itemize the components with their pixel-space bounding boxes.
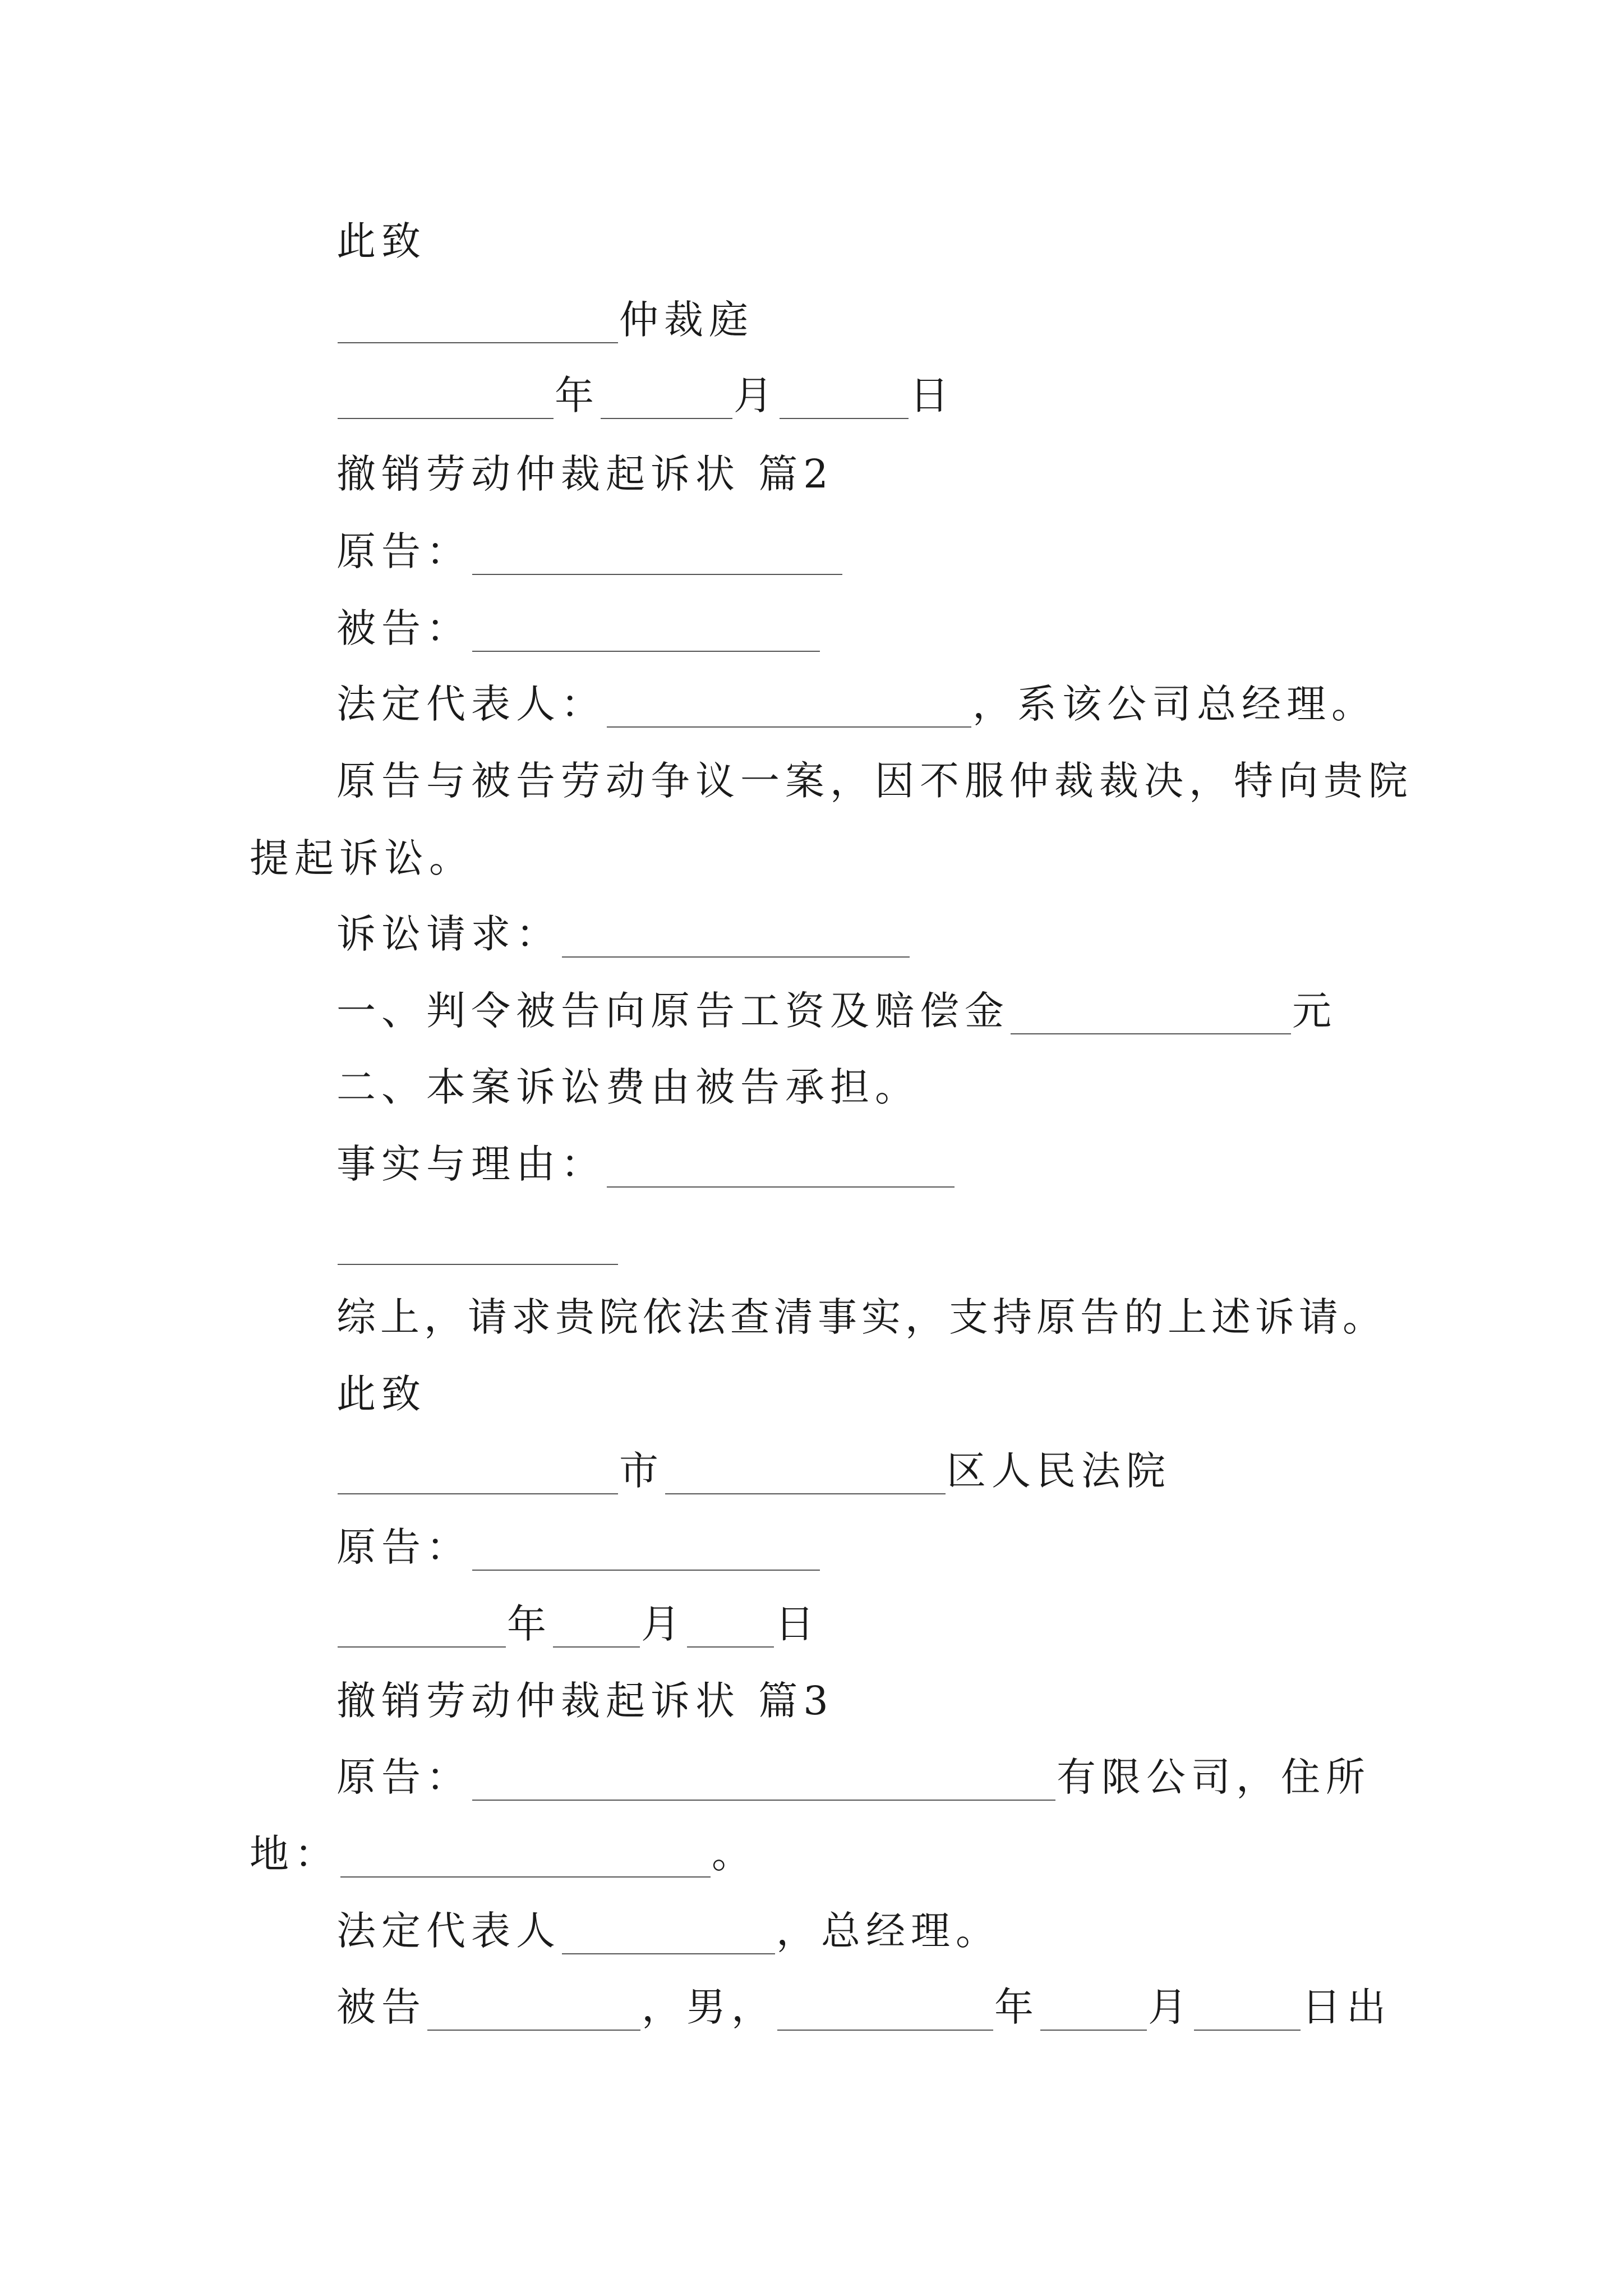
date-line-2	[336, 1599, 820, 1649]
intro-paragraph-line-1	[336, 756, 1413, 806]
month-label: 月	[734, 372, 778, 418]
year-blank-2[interactable]	[338, 1607, 506, 1648]
birth-year-label: 年	[994, 1984, 1039, 2030]
claims-line	[336, 909, 911, 959]
year-blank[interactable]	[338, 379, 554, 419]
arbitration-court-line	[336, 295, 754, 345]
section-heading	[336, 449, 834, 499]
conclusion-text: 综上，请求贵院依法查清事实，支持原告的上述诉请。	[336, 1294, 1386, 1340]
conclusion-line	[336, 1292, 1386, 1342]
facts-continuation-line	[336, 1216, 619, 1267]
birth-month-label: 月	[1148, 1984, 1193, 2030]
claim-item-1	[336, 986, 1337, 1036]
defendant-info-line	[336, 1982, 1391, 2032]
legal-rep-suffix: ，系该公司总经理。	[972, 681, 1376, 727]
legal-representative-line-2	[336, 1906, 1000, 1956]
plaintiff-line	[336, 526, 843, 577]
address-label: 地：	[250, 1831, 339, 1877]
defendant-blank[interactable]	[472, 611, 820, 652]
claim-item-2	[336, 1062, 920, 1112]
intro-paragraph-line-2	[250, 833, 474, 884]
date-line	[336, 370, 955, 421]
facts-line	[336, 1139, 956, 1189]
defendant-line	[336, 603, 821, 654]
day-label: 日	[910, 372, 955, 418]
claims-label: 诉讼请求：	[336, 911, 561, 957]
salutation-text-2: 此致	[336, 1371, 426, 1417]
claim-2-text: 二、本案诉讼费由被告承担。	[336, 1064, 920, 1110]
day-label-2: 日	[775, 1601, 820, 1647]
intro-text-2: 提起诉讼。	[250, 835, 474, 881]
facts-blank[interactable]	[607, 1147, 955, 1188]
defendant-gender: ，男，	[642, 1984, 776, 2030]
birth-month-blank[interactable]	[1040, 1990, 1147, 2031]
legal-rep-label-2: 法定代表人	[336, 1908, 561, 1954]
city-blank[interactable]	[338, 1454, 618, 1494]
birth-day-blank[interactable]	[1194, 1990, 1301, 2031]
city-label: 市	[619, 1448, 664, 1494]
district-blank[interactable]	[665, 1454, 946, 1494]
year-label: 年	[555, 372, 600, 418]
address-blank[interactable]	[340, 1837, 711, 1878]
intro-text-1: 原告与被告劳动争议一案，因不服仲裁裁决，特向贵院	[336, 758, 1413, 804]
currency-unit: 元	[1292, 988, 1337, 1034]
claims-blank[interactable]	[562, 917, 910, 958]
month-blank-2[interactable]	[553, 1607, 640, 1648]
defendant-name-blank[interactable]	[427, 1990, 640, 2031]
plaintiff-blank[interactable]	[472, 535, 842, 575]
year-label-2: 年	[507, 1601, 552, 1647]
arbitration-court-text: 仲裁庭	[619, 297, 754, 343]
plaintiff-label: 原告：	[336, 528, 471, 574]
plaintiff-company-line	[336, 1752, 1371, 1802]
birth-day-label: 日出	[1302, 1984, 1391, 2030]
facts-label: 事实与理由：	[336, 1141, 606, 1187]
legal-representative-line	[336, 679, 1376, 729]
section-heading-2	[336, 1676, 834, 1726]
section-heading-text: 撤销劳动仲裁起诉状 篇2	[336, 451, 834, 497]
defendant-label: 被告：	[336, 605, 471, 651]
plaintiff-signature-blank[interactable]	[472, 1530, 820, 1571]
address-line	[250, 1829, 757, 1879]
address-suffix: 。	[712, 1831, 757, 1877]
plaintiff-company-label: 原告：	[336, 1754, 471, 1800]
legal-rep-suffix-2: ，总经理。	[776, 1908, 1000, 1954]
month-label-2: 月	[641, 1601, 686, 1647]
claim-1-text: 一、判令被告向原告工资及赔偿金	[336, 988, 1009, 1034]
salutation-text: 此致	[336, 218, 426, 264]
facts-continuation-blank[interactable]	[338, 1225, 618, 1265]
plaintiff-company-suffix: 有限公司，住所	[1057, 1754, 1371, 1800]
legal-rep-blank-2[interactable]	[562, 1914, 775, 1954]
month-blank[interactable]	[601, 379, 732, 419]
legal-rep-blank[interactable]	[607, 687, 971, 728]
blank-field[interactable]	[338, 303, 618, 343]
day-blank[interactable]	[780, 379, 909, 419]
salutation-line	[336, 216, 426, 266]
birth-year-blank[interactable]	[777, 1990, 993, 2031]
court-label: 区人民法院	[947, 1448, 1171, 1494]
amount-blank[interactable]	[1011, 994, 1291, 1034]
plaintiff-signature-line	[336, 1522, 821, 1572]
defendant-info-label: 被告	[336, 1984, 426, 2030]
section-heading-text-2: 撤销劳动仲裁起诉状 篇3	[336, 1678, 834, 1724]
court-line	[336, 1446, 1171, 1496]
salutation-line-2	[336, 1369, 426, 1419]
plaintiff-signature-label: 原告：	[336, 1524, 471, 1570]
plaintiff-company-blank[interactable]	[472, 1760, 1055, 1801]
day-blank-2[interactable]	[687, 1607, 774, 1648]
legal-rep-label: 法定代表人：	[336, 681, 606, 727]
